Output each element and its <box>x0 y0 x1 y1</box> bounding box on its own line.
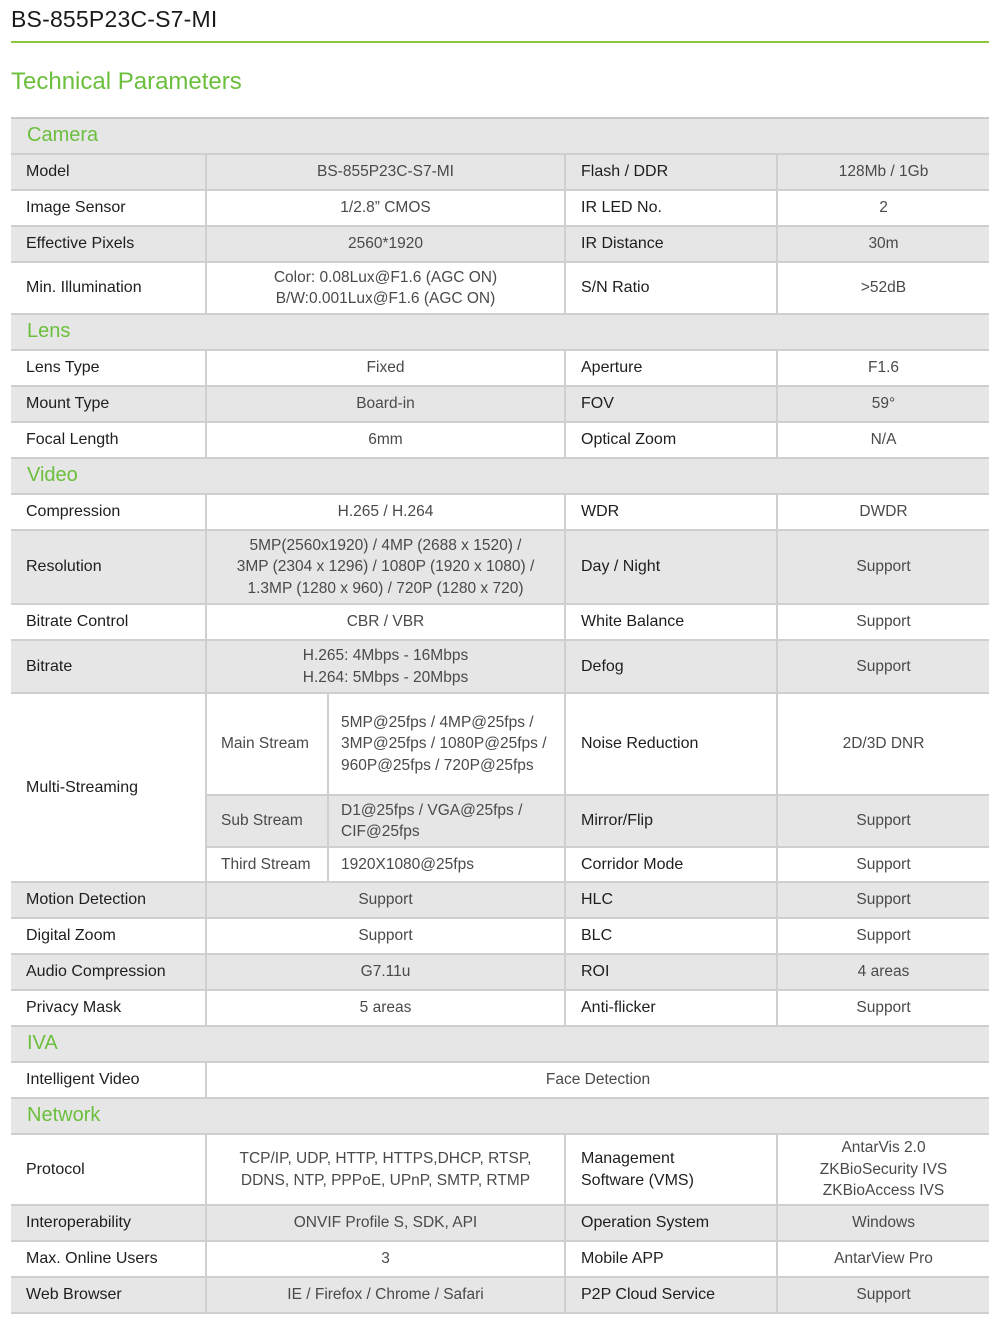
param-value: 2D/3D DNR <box>777 693 989 795</box>
value-line: 1.3MP (1280 x 960) / 720P (1280 x 720) <box>247 579 524 597</box>
table-row <box>11 882 989 918</box>
param-label: Digital Zoom <box>11 918 206 954</box>
param-value <box>206 1134 565 1205</box>
param-label: P2P Cloud Service <box>565 1277 777 1313</box>
category-row-lens <box>11 314 989 350</box>
param-label: Corridor Mode <box>565 847 777 882</box>
value-line: H.265: 4Mbps - 16Mbps <box>302 647 469 664</box>
category-iva: IVA <box>11 1026 989 1062</box>
value-line: 960P@25fps / 720P@25fps <box>341 756 534 774</box>
param-label <box>565 1134 777 1205</box>
param-label: Bitrate <box>11 640 206 693</box>
param-label: Focal Length <box>11 422 206 458</box>
param-value: Support <box>777 530 989 604</box>
category-row-video <box>11 458 989 494</box>
category-network: Network <box>11 1098 989 1134</box>
table-row <box>11 604 989 640</box>
table-row <box>11 693 989 795</box>
value-line: B/W:0.001Lux@F1.6 (AGC ON) <box>275 290 496 307</box>
table-row <box>11 262 989 314</box>
param-label: Flash / DDR <box>565 154 777 190</box>
param-value: 3 <box>206 1241 565 1277</box>
param-value: Board-in <box>206 386 565 422</box>
param-label: Interoperability <box>11 1205 206 1241</box>
param-label: Multi-Streaming <box>11 693 206 882</box>
param-label: Bitrate Control <box>11 604 206 640</box>
table-row <box>11 954 989 990</box>
param-label: IR Distance <box>565 226 777 262</box>
param-value: Support <box>206 882 565 918</box>
param-value: H.265 / H.264 <box>206 494 565 530</box>
param-value: Support <box>777 847 989 882</box>
param-label: Protocol <box>11 1134 206 1205</box>
value-line: ZKBioSecurity IVS <box>819 1160 948 1178</box>
param-value: Support <box>777 604 989 640</box>
title-underline <box>11 41 989 43</box>
param-value: 1/2.8” CMOS <box>206 190 565 226</box>
category-video: Video <box>11 458 989 494</box>
param-value: Windows <box>777 1205 989 1241</box>
section-heading: Technical Parameters <box>11 68 242 95</box>
stream-value: 1920X1080@25fps <box>328 847 565 882</box>
param-value: Support <box>777 990 989 1026</box>
value-line: 3MP (2304 x 1296) / 1080P (1920 x 1080) / <box>236 558 535 576</box>
param-label: ROI <box>565 954 777 990</box>
value-line: CIF@25fps <box>341 823 420 840</box>
param-value: F1.6 <box>777 350 989 386</box>
table-row <box>11 226 989 262</box>
param-label: IR LED No. <box>565 190 777 226</box>
param-value: Support <box>777 918 989 954</box>
param-label: FOV <box>565 386 777 422</box>
category-row-network <box>11 1098 989 1134</box>
param-label: Optical Zoom <box>565 422 777 458</box>
param-value: IE / Firefox / Chrome / Safari <box>206 1277 565 1313</box>
value-line: 5MP@25fps / 4MP@25fps / <box>341 713 534 731</box>
param-label: Defog <box>565 640 777 693</box>
table-row <box>11 350 989 386</box>
category-lens: Lens <box>11 314 989 350</box>
label-line: Software (VMS) <box>581 1171 694 1189</box>
stream-value <box>328 795 565 847</box>
table-row <box>11 1134 989 1205</box>
param-label: Noise Reduction <box>565 693 777 795</box>
param-label: Motion Detection <box>11 882 206 918</box>
table-row <box>11 422 989 458</box>
table-row <box>11 190 989 226</box>
param-value: 2560*1920 <box>206 226 565 262</box>
param-label: Mirror/Flip <box>565 795 777 847</box>
param-label: Effective Pixels <box>11 226 206 262</box>
param-value: AntarView Pro <box>777 1241 989 1277</box>
param-value: Support <box>777 882 989 918</box>
param-value: N/A <box>777 422 989 458</box>
param-label: Model <box>11 154 206 190</box>
stream-value <box>328 693 565 795</box>
param-value: >52dB <box>777 262 989 314</box>
param-label: Lens Type <box>11 350 206 386</box>
category-row-iva <box>11 1026 989 1062</box>
param-value <box>206 262 565 314</box>
param-label: Mount Type <box>11 386 206 422</box>
table-row <box>11 386 989 422</box>
document-title: BS-855P23C-S7-MI <box>11 6 218 32</box>
table-row <box>11 918 989 954</box>
param-label: Intelligent Video <box>11 1062 206 1098</box>
param-label: BLC <box>565 918 777 954</box>
spec-table <box>11 119 989 1314</box>
value-line: 5MP(2560x1920) / 4MP (2688 x 1520) / <box>249 536 522 554</box>
table-row <box>11 1277 989 1313</box>
param-label: HLC <box>565 882 777 918</box>
param-value: 5 areas <box>206 990 565 1026</box>
param-value: Fixed <box>206 350 565 386</box>
param-value: 6mm <box>206 422 565 458</box>
param-label: Anti-flicker <box>565 990 777 1026</box>
param-value: Support <box>777 795 989 847</box>
stream-label: Third Stream <box>206 847 328 882</box>
param-label: Aperture <box>565 350 777 386</box>
value-line: 3MP@25fps / 1080P@25fps / <box>341 735 547 753</box>
value-line: H.264: 5Mbps - 20Mbps <box>302 668 469 686</box>
param-value: Support <box>206 918 565 954</box>
param-value: DWDR <box>777 494 989 530</box>
param-label: WDR <box>565 494 777 530</box>
param-label: Audio Compression <box>11 954 206 990</box>
param-label: S/N Ratio <box>565 262 777 314</box>
param-value <box>777 1134 989 1205</box>
table-row <box>11 1205 989 1241</box>
param-label: Image Sensor <box>11 190 206 226</box>
table-row <box>11 990 989 1026</box>
param-value: 59° <box>777 386 989 422</box>
param-label: Web Browser <box>11 1277 206 1313</box>
table-row <box>11 1241 989 1277</box>
value-line: Color: 0.08Lux@F1.6 (AGC ON) <box>273 268 498 286</box>
table-row <box>11 154 989 190</box>
param-value: G7.11u <box>206 954 565 990</box>
param-label: Max. Online Users <box>11 1241 206 1277</box>
param-label: Operation System <box>565 1205 777 1241</box>
param-value: 4 areas <box>777 954 989 990</box>
stream-label: Main Stream <box>206 693 328 795</box>
value-line: D1@25fps / VGA@25fps / <box>341 801 523 819</box>
param-value: 2 <box>777 190 989 226</box>
value-line: TCP/IP, UDP, HTTP, HTTPS,DHCP, RTSP, <box>239 1150 532 1167</box>
category-camera: Camera <box>11 119 989 154</box>
param-value: 128Mb / 1Gb <box>777 154 989 190</box>
param-label: Privacy Mask <box>11 990 206 1026</box>
param-label: Mobile APP <box>565 1241 777 1277</box>
param-value: BS-855P23C-S7-MI <box>206 154 565 190</box>
stream-label: Sub Stream <box>206 795 328 847</box>
param-value: CBR / VBR <box>206 604 565 640</box>
value-line: ZKBioAccess IVS <box>822 1182 945 1200</box>
table-row <box>11 494 989 530</box>
param-value: Support <box>777 640 989 693</box>
param-value: 30m <box>777 226 989 262</box>
param-label: Min. Illumination <box>11 262 206 314</box>
param-value: ONVIF Profile S, SDK, API <box>206 1205 565 1241</box>
value-line: AntarVis 2.0 <box>841 1139 926 1157</box>
param-label: Day / Night <box>565 530 777 604</box>
label-line: Management <box>581 1150 675 1167</box>
table-row <box>11 640 989 693</box>
category-row-camera <box>11 119 989 154</box>
param-label: Resolution <box>11 530 206 604</box>
param-value <box>206 640 565 693</box>
table-row <box>11 530 989 604</box>
param-value: Support <box>777 1277 989 1313</box>
value-line: DDNS, NTP, PPPoE, UPnP, SMTP, RTMP <box>240 1171 531 1189</box>
param-label: White Balance <box>565 604 777 640</box>
param-label: Compression <box>11 494 206 530</box>
param-value <box>206 530 565 604</box>
table-row <box>11 1062 989 1098</box>
param-value: Face Detection <box>206 1062 989 1098</box>
